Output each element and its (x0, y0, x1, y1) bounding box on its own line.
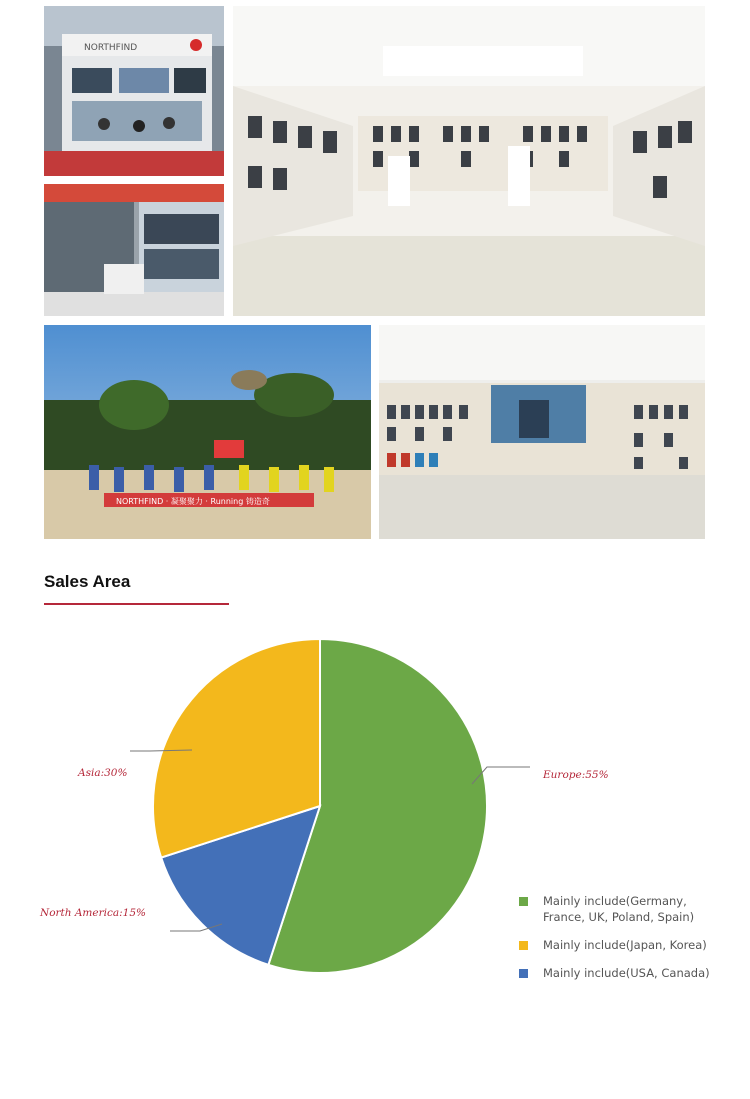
legend-item-asia (519, 937, 729, 953)
photo-team-beach (44, 325, 371, 539)
legend-swatch-asia (519, 941, 528, 950)
legend-item-north-america (519, 965, 729, 981)
legend-item-europe (519, 893, 729, 925)
slice-label-asia: Asia:30% (78, 767, 128, 779)
legend-swatch-north-america (519, 969, 528, 978)
legend-swatch-europe (519, 897, 528, 906)
legend-text-europe: Mainly include(Germany, France, UK, Poland, Spain) (543, 894, 695, 924)
legend-text-north-america: Mainly include(USA, Canada) (543, 966, 710, 980)
slice-label-north-america: North America:15% (40, 907, 146, 919)
section-title: Sales Area (44, 572, 131, 591)
booth-sign: NORTHFIND (84, 43, 138, 53)
photo-exhibition-booth (44, 6, 224, 176)
team-banner-text: NORTHFIND · 凝聚聚力 · Running 铸造奇 (116, 497, 270, 506)
chart-legend (519, 893, 729, 993)
title-underline (44, 603, 229, 605)
photo-exhibition-booth-2 (44, 184, 224, 316)
legend-text-asia: Mainly include(Japan, Korea) (543, 938, 707, 952)
slice-label-europe: Europe:55% (543, 769, 609, 781)
photo-showroom-2 (379, 325, 705, 539)
photo-showroom (233, 6, 705, 316)
